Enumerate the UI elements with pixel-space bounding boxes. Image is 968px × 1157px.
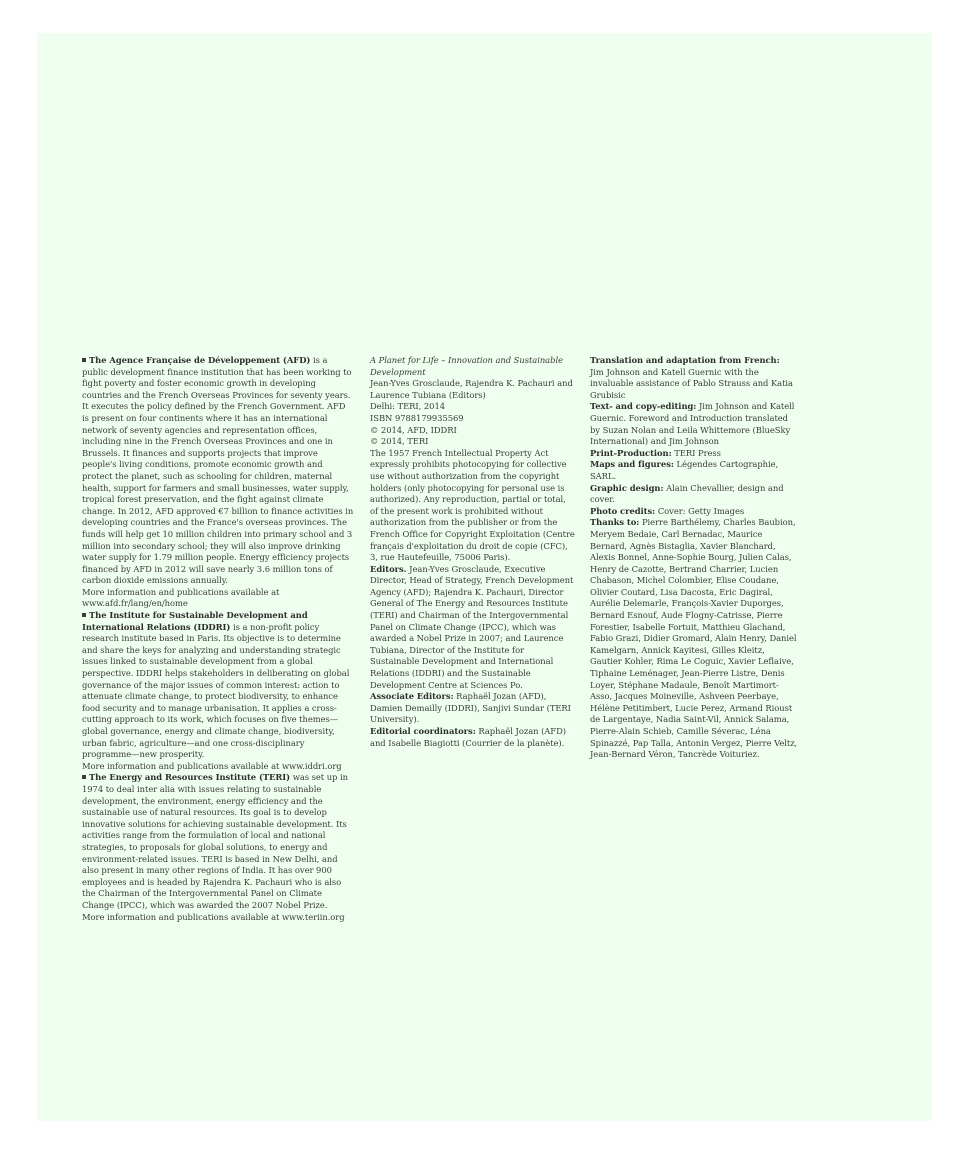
translation-label-text: Translation and adaptation from French: (590, 355, 780, 365)
book-title-text: A Planet for Life – Innovation and Sustainable Development (370, 355, 563, 377)
associate-editors-label: Associate Editors: (370, 691, 454, 702)
associate-editors (370, 691, 575, 726)
graphic-design-label: Graphic design: (590, 482, 664, 493)
thanks (590, 517, 798, 760)
bullet-square-icon (82, 358, 86, 362)
teri-more-info: More information and publications available at www.teriin.org (82, 911, 345, 922)
maps-figures-body: Légendes Cartographie, SARL. (590, 459, 779, 481)
book-title (370, 355, 575, 378)
editorial-coordinators-label: Editorial coordinators: (370, 726, 476, 736)
publisher: Delhi: TERI, 2014 (370, 401, 446, 412)
copyright-teri: © 2014, TERI (370, 436, 429, 447)
editorial-coordinators (370, 726, 575, 749)
maps-figures-label: Maps and figures: (590, 459, 674, 470)
teri-body: was set up in 1974 to deal inter alia with issues relating to sustainable development, the environment, energy efficiency and the sustainable use of natural resources. Its goal is to develop innovative solutions for achieving sustainable development. Its activities range from the formulation of local and national strategies, to proposals for global solutions, to energy and environment-related issues. TERI is based in New Delhi, and also present in many other regions of India. It has over 900 employees and is headed by Rajendra K. Pachauri who is also the Chairman of the Intergovernmental Panel on Climate Change (IPCC), which was awarded the 2007 Nobel Prize. (82, 772, 348, 910)
copyright-afd: © 2014, AFD, IDDRI (370, 424, 457, 435)
publication-column (370, 355, 575, 749)
graphic-design (590, 483, 798, 506)
thanks-body: Pierre Barthélemy, Charles Baubion, Meryem Bedaie, Carl Bernadac, Maurice Bernard, Agnès Bistaglia, Xavier Blanchard, Alexis Bonnel, Anne-Sophie Bourg, Julien Calas, Henry de Cazotte, Bertrand Charrier, Lucien Chabason, Michel Colombier, Elise Coudane, Olivier Coutard, Lisa Dacosta, Eric Dagiral, Aurélie Delemarle, François-Xavier Duporges, Bernard Esnouf, Aude Flogny-Catrisse, Pierre Forestier, Isabelle Fortuit, Matthieu Glachand, Fabio Grazi, Didier Gromard, Alain Henry, Daniel Kamelgarn, Annick Kayitesi, Gilles Kleitz, Gautier Kohler, Rima Le Coguic, Xavier Leflaive, Tiphaine Leménager, Jean-Pierre Listre, Denis Loyer, Stéphane Madaule, Benoît Martimort-Asso, Jacques Moineville, Ashveen Peerbaye, Hélène Petitimbert, Lucie Perez, Armand Rioust de Largentaye, Nadia Saint-Vil, Annick Salama, Pierre-Alain Schieb, Camille Séverac, Léna Spinazzé, Pap Talla, Antonin Vergez, Pierre Veltz, Jean-Bernard Véron, Tancrède Voituriez. (590, 517, 798, 760)
credits-column (590, 355, 798, 761)
iddri-body: is a non-profit policy research institute based in Paris. Its objective is to determine and share the keys for analyzing and understanding strategic issues linked to sustainable development from a global perspective. IDDRI helps stakeholders in deliberating on global governance of the major issues of common interest: action to attenuate climate change, to protect biodiversity, to enhance food security and to manage urbanisation. It applies a cross-cutting approach to its work, which focuses on five themes—global governance, energy and climate change, biodiversity, urban fabric, agriculture—and one cross-disciplinary programme—new prosperity. (82, 621, 350, 760)
legal-notice: The 1957 French Intellectual Property Act expressly prohibits photocopying for collective use without authorization from the copyright holders (only photocopying for personal use is authorized). Any reproduction, partial or total, of the present work is prohibited without authorization from the publisher or from the French Office for Copyright Exploitation (Centre français d'exploitation du droit de copie (CFC), 3, rue Hautefeuille, 75006 Paris). (370, 447, 575, 563)
afd-title: The Agence Française de Développement (AFD) (89, 355, 311, 365)
teri-paragraph (82, 772, 354, 911)
teri-title: The Energy and Resources Institute (TERI) (89, 772, 291, 783)
photo-credits (590, 506, 798, 518)
authors: Jean-Yves Grosclaude, Rajendra K. Pachauri and Laurence Tubiana (Editors) (370, 378, 573, 400)
afd-paragraph (82, 355, 354, 587)
editorial-coordinators-body: Raphaël Jozan (AFD) and Isabelle Biagiotti (Courrier de la planète). (370, 726, 566, 748)
translation-label (590, 355, 798, 367)
iddri-title: The Institute for Sustainable Development and International Relations (IDDRI) (82, 610, 308, 632)
print-production-label: Print-Production: (590, 447, 672, 458)
thanks-label: Thanks to: (590, 517, 640, 528)
iddri-more-info: More information and publications available at www.iddri.org (82, 760, 342, 771)
isbn: ISBN 9788179935569 (370, 412, 464, 423)
associate-editors-body: Raphaël Jozan (AFD), Damien Demailly (IDDRI), Sanjivi Sundar (TERI University). (370, 691, 571, 725)
bullet-square-icon (82, 775, 86, 779)
afd-body: is a public development finance institution that has been working to fight poverty and foster economic growth in developing countries and the French Overseas Provinces for seventy years. It executes the policy defined by the French Government. AFD is present on four continents where it has an international network of seventy agencies and representation offices, including nine in the French Overseas Provinces and one in Brussels. It finances and supports projects that improve people's living conditions, promote economic growth and protect the planet, such as schooling for children, maternal health, support for farmers and small businesses, water supply, tropical forest preservation, and the fight against climate change. In 2012, AFD approved €7 billion to finance activities in developing countries and the France's overseas provinces. The funds will help get 10 million children into primary school and 3 million into secondary school; they will also improve drinking water supply for 1.79 million people. Energy efficiency projects financed by AFD in 2012 will save nearly 3.6 million tons of carbon dioxide emissions annually. (82, 355, 354, 586)
maps-figures (590, 459, 798, 482)
iddri-paragraph (82, 610, 354, 761)
print-production-body: TERI Press (674, 447, 721, 458)
institutions-column (82, 355, 354, 923)
copy-editing-label: Text- and copy-editing: (590, 401, 697, 412)
photo-credits-label: Photo credits: (590, 505, 656, 516)
copy-editing (590, 401, 798, 447)
photo-credits-body: Cover: Getty Images (657, 505, 745, 516)
editors-label: Editors. (370, 563, 407, 574)
editors-body: Jean-Yves Grosclaude, Executive Director, Head of Strategy, French Development Agency (AFD); Rajendra K. Pachauri, Director General of The Energy and Resources Institute (TERI) and Chairman of the Intergovernmental Panel on Climate Change (IPCC), which was awarded a Nobel Prize in 2007; and Laurence Tubiana, Director of the Institute for Sustainable Development and International Relations (IDDRI) and the Sustainable Development Centre at Sciences Po. (370, 563, 574, 690)
bullet-square-icon (82, 613, 86, 617)
print-production (590, 448, 798, 460)
graphic-design-body: Alain Chevallier, design and cover. (590, 482, 784, 505)
editors (370, 564, 575, 692)
afd-more-info: More information and publications available at www.afd.fr/lang/en/home (82, 586, 280, 609)
translation-body: Jim Johnson and Katell Guernic with the invaluable assistance of Pablo Strauss and Katia Grubisic (590, 366, 793, 400)
copy-editing-body: Jim Johnson and Katell Guernic. Foreword and Introduction translated by Suzan Nolan and Leila Whittemore (BlueSky International) and Jim Johnson (590, 401, 795, 447)
